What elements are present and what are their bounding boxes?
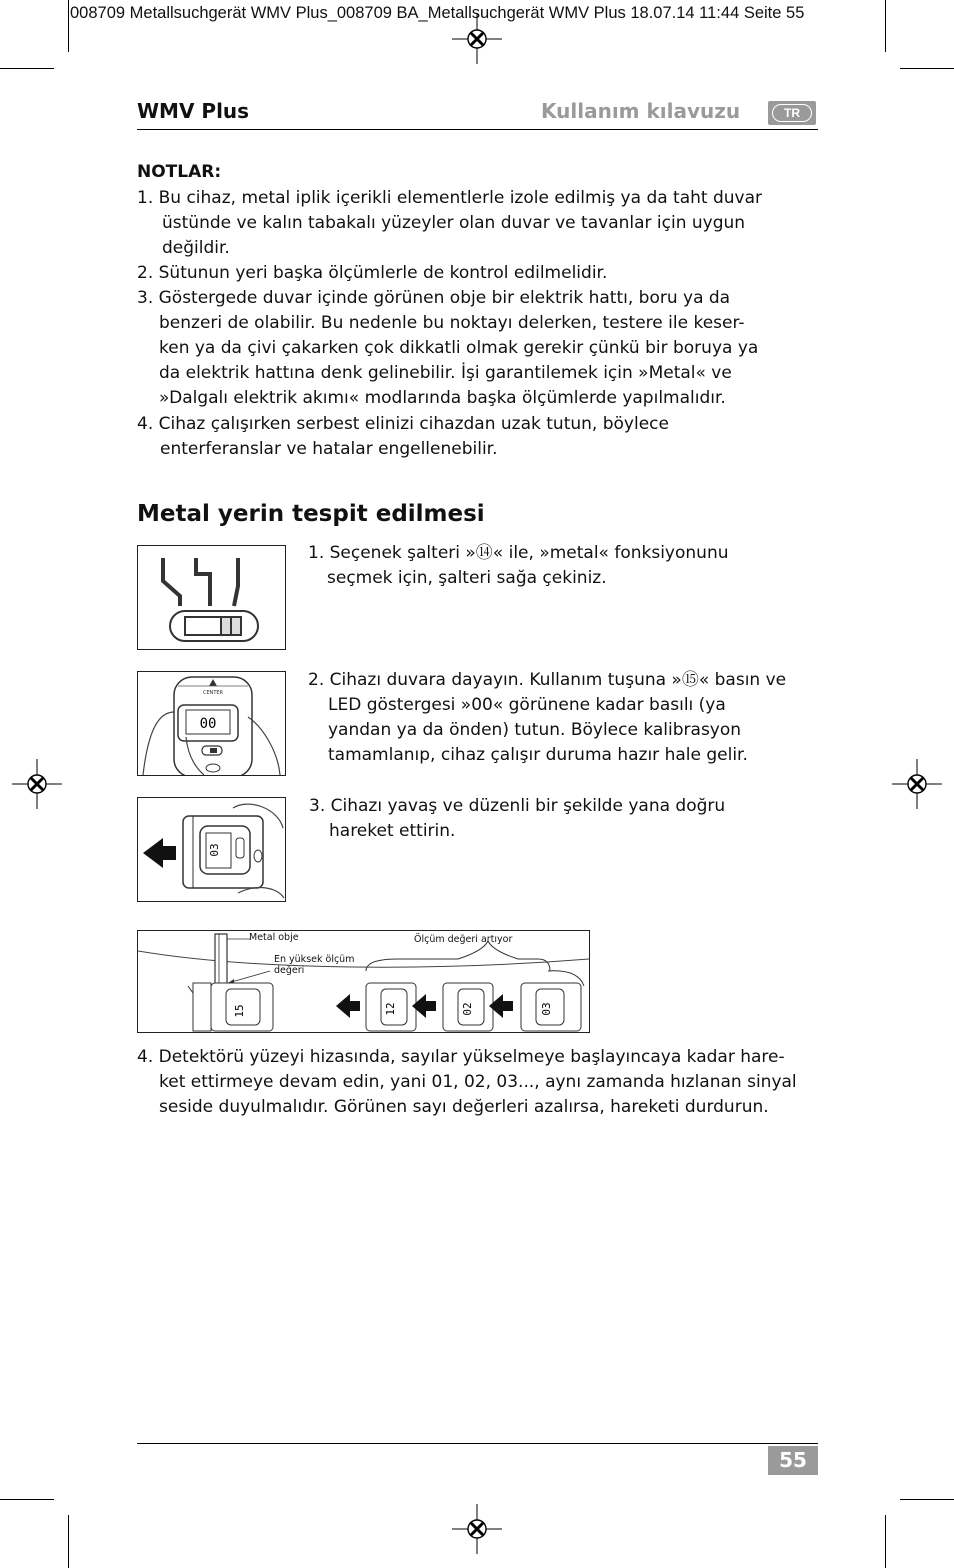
note-item-1 xyxy=(137,186,762,261)
step-line: 2. Cihazı duvara dayayın. Kullanım tuşuna »⑮« basın ve xyxy=(308,670,787,690)
figure-move-sideways xyxy=(137,797,286,902)
step-line: 1. Seçenek şalteri »⑭« ile, »metal« fonksiyonunu xyxy=(308,543,729,563)
max-reading-label-line: En yüksek ölçüm xyxy=(274,954,355,965)
section-title: Metal yerin tespit edilmesi xyxy=(137,501,485,527)
reading-value: 03 xyxy=(540,1002,553,1016)
registration-mark-icon xyxy=(892,759,942,809)
language-badge xyxy=(768,101,816,125)
note-item-3 xyxy=(137,286,758,411)
note-line: 2. Sütunun yeri başka ölçümlerle de kontrol edilmelidir. xyxy=(137,263,608,283)
note-item-2 xyxy=(137,261,607,286)
mode-switch-illustration-icon xyxy=(138,546,285,649)
notes-title: NOTLAR: xyxy=(137,162,222,182)
step-line: hareket ettirin. xyxy=(329,821,456,841)
max-reading-label xyxy=(274,954,354,976)
move-left-arrow-icon xyxy=(336,994,360,1018)
crop-mark xyxy=(900,68,954,69)
rising-reading-label: Ölçüm değeri artıyor xyxy=(414,934,513,945)
note-line: benzeri de olabilir. Bu nedenle bu noktayı delerken, testere ile keser- xyxy=(159,313,745,333)
crop-mark xyxy=(0,68,54,69)
crop-mark xyxy=(68,1515,69,1568)
reading-sequence-illustration-icon xyxy=(138,931,589,1032)
note-item-4 xyxy=(137,412,669,462)
note-line: 3. Göstergede duvar içinde görünen obje bir elektrik hattı, boru ya da xyxy=(137,288,731,308)
device-side-illustration-icon xyxy=(138,798,285,901)
crop-mark xyxy=(68,0,69,52)
note-line: enterferanslar ve hatalar engellenebilir. xyxy=(160,439,498,459)
step-line: tamamlanıp, cihaz çalışır duruma hazır hale gelir. xyxy=(328,745,748,765)
registration-mark-icon xyxy=(12,759,62,809)
registration-mark-icon xyxy=(452,1504,502,1554)
step-1-text xyxy=(308,541,729,591)
step-4-text xyxy=(137,1045,797,1120)
step-line: seçmek için, şalteri sağa çekiniz. xyxy=(327,568,607,588)
product-title: WMV Plus xyxy=(137,99,250,123)
reading-value: 02 xyxy=(461,1002,474,1016)
step-line: LED göstergesi »00« görünene kadar basılı (ya xyxy=(328,695,726,715)
page-number: 55 xyxy=(768,1446,818,1475)
note-line: üstünde ve kalın tabakalı yüzeyler olan duvar ve tavanlar için uygun xyxy=(162,213,746,233)
crop-mark xyxy=(885,0,886,52)
center-label: CENTER xyxy=(202,690,224,696)
step-line: seside duyulmalıdır. Görünen sayı değerleri azalırsa, hareketi durdurun. xyxy=(159,1097,769,1117)
print-header: 008709 Metallsuchgerät WMV Plus_008709 BA_Metallsuchgerät WMV Plus 18.07.14 11:44 Seite 55 xyxy=(70,4,805,22)
device-front-illustration-icon xyxy=(138,672,285,775)
figure-mode-switch xyxy=(137,545,286,650)
figure-calibration xyxy=(137,671,286,776)
reading-value: 15 xyxy=(233,1004,246,1018)
crop-mark xyxy=(885,1515,886,1568)
note-line: da elektrik hattına denk gelinebilir. İşi garantilemek için »Metal« ve xyxy=(159,363,732,383)
note-line: ken ya da çivi çakarken çok dikkatli olmak gerekir çünkü bir boruya ya xyxy=(159,338,759,358)
metal-object-label: Metal obje xyxy=(249,932,299,943)
step-line: ket ettirmeye devam edin, yani 01, 02, 03..., aynı zamanda hızlanan sinyal xyxy=(159,1072,797,1092)
step-2-text xyxy=(308,668,786,768)
figure-reading-sequence xyxy=(137,930,590,1033)
note-line: değildir. xyxy=(162,238,230,258)
footer-rule xyxy=(137,1443,818,1444)
crop-mark xyxy=(900,1499,954,1500)
header-rule xyxy=(137,129,818,130)
registration-mark-icon xyxy=(452,14,502,64)
manual-title: Kullanım kılavuzu xyxy=(541,99,741,123)
step-line: 4. Detektörü yüzeyi hizasında, sayılar yükselmeye başlayıncaya kadar hare- xyxy=(137,1047,785,1067)
language-badge-label: TR xyxy=(772,104,812,122)
max-reading-label-line: değeri xyxy=(274,965,305,976)
step-line: 3. Cihazı yavaş ve düzenli bir şekilde yana doğru xyxy=(309,796,726,816)
note-line: 1. Bu cihaz, metal iplik içerikli elementlerle izole edilmiş ya da taht duvar xyxy=(137,188,763,208)
fig2-display-value: 00 xyxy=(199,716,217,732)
move-left-arrow-icon xyxy=(143,838,176,868)
reading-value: 12 xyxy=(384,1002,397,1016)
fig3-display-value: 03 xyxy=(208,843,221,857)
note-line: 4. Cihaz çalışırken serbest elinizi cihazdan uzak tutun, böylece xyxy=(137,414,669,434)
crop-mark xyxy=(0,1499,54,1500)
step-3-text xyxy=(309,794,725,844)
note-line: »Dalgalı elektrik akımı« modlarında başka ölçümlerde yapılmalıdır. xyxy=(159,388,726,408)
step-line: yandan ya da önden) tutun. Böylece kalibrasyon xyxy=(328,720,742,740)
